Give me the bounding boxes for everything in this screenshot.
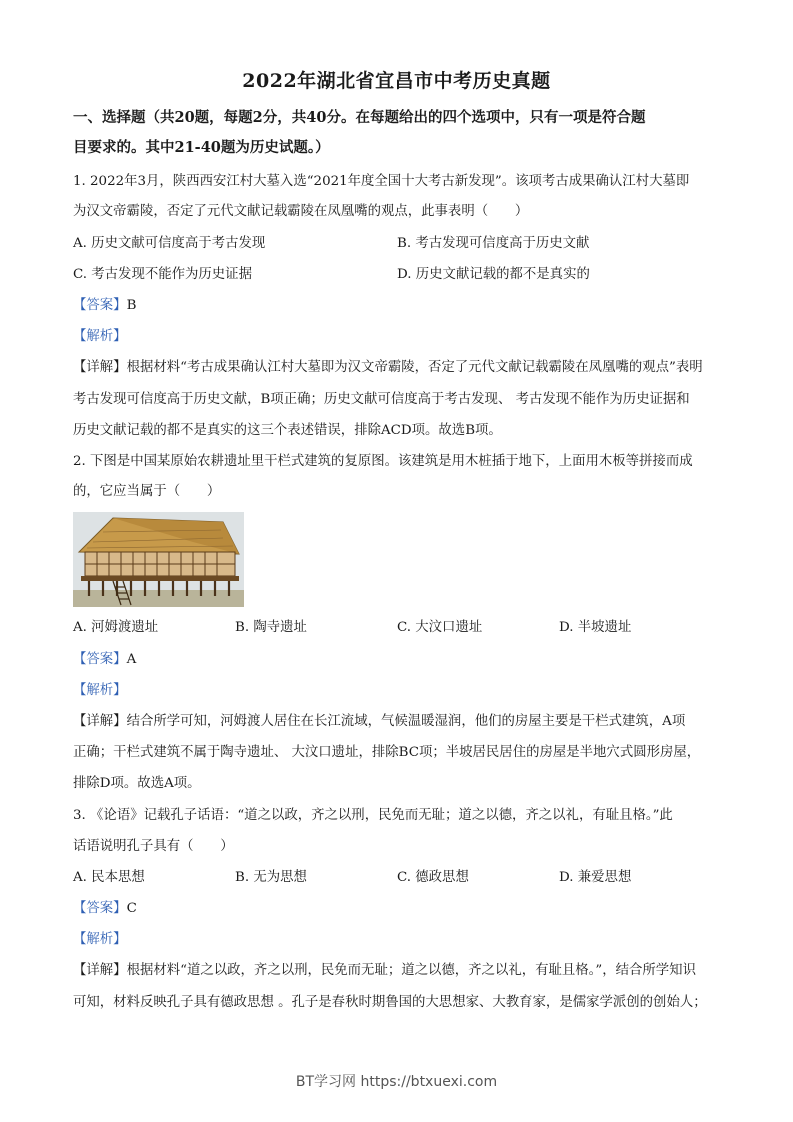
- page-title: 2022年湖北省宜昌市中考历史真题: [242, 70, 551, 92]
- q3-option-c: C. 德政思想: [397, 870, 469, 885]
- q1-detail-label: 【详解】: [73, 360, 127, 375]
- q3-stem-line-2: 话语说明孔子具有（ ）: [73, 839, 234, 854]
- q1-detail-line-1: [73, 358, 723, 378]
- q3-stem-line-1: 3. 《论语》记载孔子话语：“道之以政，齐之以刑，民免而无耻；道之以德，齐之以礼，有耻且格。”此: [73, 808, 673, 823]
- q3-option-b: B. 无为思想: [235, 870, 307, 885]
- q1-detail-text-1: 根据材料“考古成果确认江村大墓即为汉文帝霸陵，否定了元代文献记载霸陵在凤凰嘴的观点”表明: [126, 360, 703, 375]
- q2-answer-row: 【答案】A: [73, 652, 137, 667]
- q3-answer-row: 【答案】C: [73, 901, 137, 916]
- q2-option-b: B. 陶寺遗址: [235, 620, 307, 635]
- q1-stem-line-2: 为汉文帝霸陵，否定了元代文献记载霸陵在凤凰嘴的观点，此事表明（ ）: [73, 204, 529, 219]
- q2-detail-label: 【详解】: [73, 714, 127, 729]
- q1-detail-line-2: 考古发现可信度高于历史文献，B项正确；历史文献可信度高于考古发现、 考古发现不能作为历史证据和: [73, 392, 690, 407]
- q3-answer-label: 答案: [86, 901, 114, 916]
- q1-answer-value: B: [126, 298, 137, 313]
- q2-answer-label: 答案: [86, 652, 114, 667]
- q3-analysis-label: 解析: [86, 932, 114, 947]
- q3-detail-text-1: 根据材料“道之以政，齐之以刑，民免而无耻；道之以德，齐之以礼，有耻且格。”，结合所学知识: [126, 963, 696, 978]
- q1-option-d: D. 历史文献记载的都不是真实的: [397, 267, 590, 282]
- q1-option-c: C. 考古发现不能作为历史证据: [73, 267, 252, 282]
- section-heading-line-2: 目要求的。其中21-40题为历史试题。）: [73, 139, 330, 156]
- q1-analysis-row: 【解析】: [73, 329, 127, 344]
- q1-answer-label: 答案: [86, 298, 114, 313]
- q2-detail-text-1: 结合所学可知，河姆渡人居住在长江流域，气候温暖湿润，他们的房屋主要是干栏式建筑，A项: [126, 714, 686, 729]
- q2-detail-line-1: [73, 712, 723, 732]
- q1-option-a: A. 历史文献可信度高于考古发现: [73, 236, 266, 251]
- q1-analysis-label: 解析: [86, 329, 114, 344]
- q1-option-b: B. 考古发现可信度高于历史文献: [397, 236, 590, 251]
- stilt-house-illustration: [73, 512, 244, 607]
- q2-analysis-label: 解析: [86, 683, 114, 698]
- q3-answer-value: C: [126, 901, 137, 916]
- q2-option-d: D. 半坡遗址: [559, 620, 632, 635]
- section-heading-line-1: 一、选择题（共20题，每题2分，共40分。在每题给出的四个选项中，只有一项是符合题: [73, 109, 646, 126]
- q3-option-a: A. 民本思想: [73, 870, 145, 885]
- q2-option-c: C. 大汶口遗址: [397, 620, 483, 635]
- footer-watermark: BT学习网 https://btxuexi.com: [295, 1074, 498, 1090]
- q3-detail-line-1: [73, 961, 723, 981]
- q2-stem-line-2: 的，它应当属于（ ）: [73, 484, 221, 499]
- q2-detail-line-2: 正确；干栏式建筑不属于陶寺遗址、 大汶口遗址，排除BC项；半坡居民居住的房屋是半地穴式圆形房屋，: [73, 745, 701, 760]
- q2-answer-value: A: [126, 652, 137, 667]
- q1-answer-row: 【答案】B: [73, 298, 137, 313]
- q3-analysis-row: 【解析】: [73, 932, 127, 947]
- q2-stem-line-1: 2. 下图是中国某原始农耕遗址里干栏式建筑的复原图。该建筑是用木桩插于地下，上面用木板等拼接而成: [73, 454, 693, 469]
- q1-detail-line-3: 历史文献记载的都不是真实的这三个表述错误，排除ACD项。故选B项。: [73, 423, 502, 438]
- q2-option-a: A. 河姆渡遗址: [73, 620, 159, 635]
- q1-stem-line-1: 1. 2022年3月，陕西西安江村大墓入选“2021年度全国十大考古新发现”。该项考古成果确认江村大墓即: [73, 174, 690, 189]
- q2-analysis-row: 【解析】: [73, 683, 127, 698]
- q3-detail-line-2: 可知，材料反映孔子具有德政思想 。孔子是春秋时期鲁国的大思想家、大教育家，是儒家学派创的创始人；: [73, 995, 707, 1010]
- q3-option-d: D. 兼爱思想: [559, 870, 632, 885]
- q2-detail-line-3: 排除D项。故选A项。: [73, 776, 201, 791]
- q3-detail-label: 【详解】: [73, 963, 127, 978]
